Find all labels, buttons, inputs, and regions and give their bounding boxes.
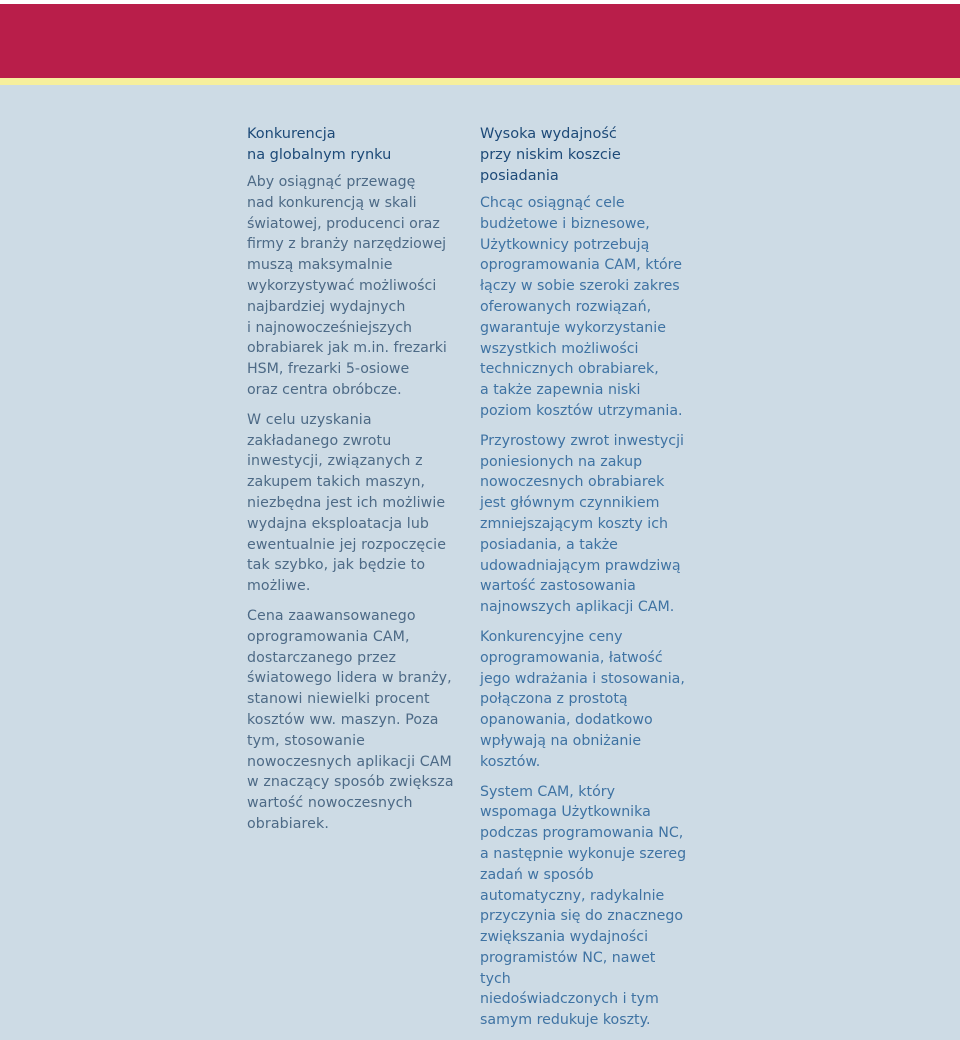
text-line: posiadania, a także <box>480 536 618 553</box>
text-line: najnowszych aplikacji CAM. <box>480 599 675 616</box>
text-line: a następnie wykonuje szereg <box>480 845 687 862</box>
text-line: oraz centra obróbcze. <box>247 381 402 398</box>
text-line: w znaczący sposób zwiększa <box>247 774 454 791</box>
text-line: Użytkownicy potrzebują <box>480 236 650 253</box>
text-line: nowoczesnych obrabiarek <box>480 474 665 491</box>
text-line: nad konkurencją w skali <box>247 194 417 211</box>
text-line: Aby osiągnąć przewagę <box>247 174 416 190</box>
text-line: przy niskim koszcie <box>480 147 621 163</box>
text-line: podczas programowania NC, <box>480 825 684 842</box>
right-paragraph-2 <box>480 431 690 618</box>
text-line: możliwe. <box>247 578 311 595</box>
text-line: i najnowocześniejszych <box>247 319 413 336</box>
text-line: Chcąc osiągnąć cele <box>480 195 625 211</box>
text-line: a także zapewnia niski <box>480 382 641 399</box>
text-line: wszystkich możliwości <box>480 340 639 357</box>
text-line: zakupem takich maszyn, <box>247 474 426 491</box>
text-line: wpływają na obniżanie <box>480 732 642 749</box>
text-line: zakładanego zwrotu <box>247 432 392 449</box>
text-line: wspomaga Użytkownika <box>480 804 651 821</box>
text-line: wydajna eksploatacja lub <box>247 515 430 532</box>
text-line: wartość nowoczesnych <box>247 795 413 812</box>
text-line: kosztów ww. maszyn. Poza <box>247 711 439 728</box>
left-heading <box>247 124 461 166</box>
text-line: obrabiarek jak m.in. frezarki <box>247 340 447 357</box>
text-line: ewentualnie jej rozpoczęcie <box>247 536 447 553</box>
text-line: wykorzystywać możliwości <box>247 277 437 294</box>
text-line: udowadniającym prawdziwą <box>480 557 681 574</box>
text-line: jego wdrażania i stosowania, <box>480 670 685 687</box>
text-line: Konkurencja <box>247 126 336 142</box>
left-paragraph-3 <box>247 606 461 835</box>
right-column <box>480 124 690 1040</box>
text-line: światowego lidera w branży, <box>247 670 452 687</box>
text-line: nowoczesnych aplikacji CAM <box>247 753 452 770</box>
right-paragraph-3 <box>480 627 690 773</box>
left-paragraph-2 <box>247 410 461 597</box>
text-line: niezbędna jest ich możliwie <box>247 494 446 511</box>
text-line: budżetowe i biznesowe, <box>480 215 650 232</box>
text-line: światowej, producenci oraz <box>247 215 440 232</box>
text-line: opanowania, dodatkowo <box>480 712 653 729</box>
text-line: najbardziej wydajnych <box>247 298 406 315</box>
text-line: tak szybko, jak będzie to <box>247 557 426 574</box>
text-line: Cena zaawansowanego <box>247 607 416 624</box>
text-line: poziom kosztów utrzymania. <box>480 402 683 419</box>
text-line: tym, stosowanie <box>247 732 365 749</box>
text-line: Wysoka wydajność <box>480 126 617 142</box>
text-line: technicznych obrabiarek, <box>480 361 659 378</box>
text-line: przyczynia się do znacznego <box>480 908 684 925</box>
text-line: posiadania <box>480 168 559 184</box>
text-line: firmy z branży narzędziowej <box>247 236 447 253</box>
text-line: gwarantuje wykorzystanie <box>480 319 666 336</box>
right-paragraph-1 <box>480 193 690 422</box>
text-line: Konkurencyjne ceny <box>480 628 623 645</box>
text-line: muszą maksymalnie <box>247 257 393 274</box>
text-line: łączy w sobie szeroki zakres <box>480 278 680 295</box>
text-line: oprogramowania CAM, <box>247 628 410 645</box>
right-heading <box>480 124 690 187</box>
text-line: niedoświadczonych i tym <box>480 991 659 1008</box>
text-line: na globalnym rynku <box>247 147 392 163</box>
text-line: W celu uzyskania <box>247 411 372 428</box>
text-line: oferowanych rozwiązań, <box>480 298 652 315</box>
text-line: zmniejszającym koszty ich <box>480 515 668 532</box>
text-line: inwestycji, związanych z <box>247 453 423 470</box>
header-color-band <box>0 0 960 78</box>
text-line: połączona z prostotą <box>480 691 628 708</box>
accent-stripe <box>0 78 960 85</box>
text-line: kosztów. <box>480 753 541 770</box>
right-paragraph-4 <box>480 782 690 1032</box>
text-line: Przyrostowy zwrot inwestycji <box>480 432 684 449</box>
text-line: programistów NC, nawet tych <box>480 949 656 987</box>
text-line: automatyczny, radykalnie <box>480 887 665 904</box>
text-line: oprogramowania CAM, które <box>480 257 682 274</box>
text-line: jest głównym czynnikiem <box>480 495 660 512</box>
left-column <box>247 124 461 844</box>
text-line: zwiększania wydajności <box>480 929 649 946</box>
text-line: System CAM, który <box>480 783 615 800</box>
text-line: dostarczanego przez <box>247 649 397 666</box>
text-line: stanowi niewielki procent <box>247 691 430 708</box>
text-line: obrabiarek. <box>247 815 329 832</box>
text-line: zadań w sposób <box>480 866 594 883</box>
text-line: wartość zastosowania <box>480 578 636 595</box>
text-line: oprogramowania, łatwość <box>480 649 663 666</box>
text-line: poniesionych na zakup <box>480 453 643 470</box>
text-line: samym redukuje koszty. <box>480 1012 651 1029</box>
text-line: HSM, frezarki 5-osiowe <box>247 361 410 378</box>
left-paragraph-1 <box>247 172 461 401</box>
